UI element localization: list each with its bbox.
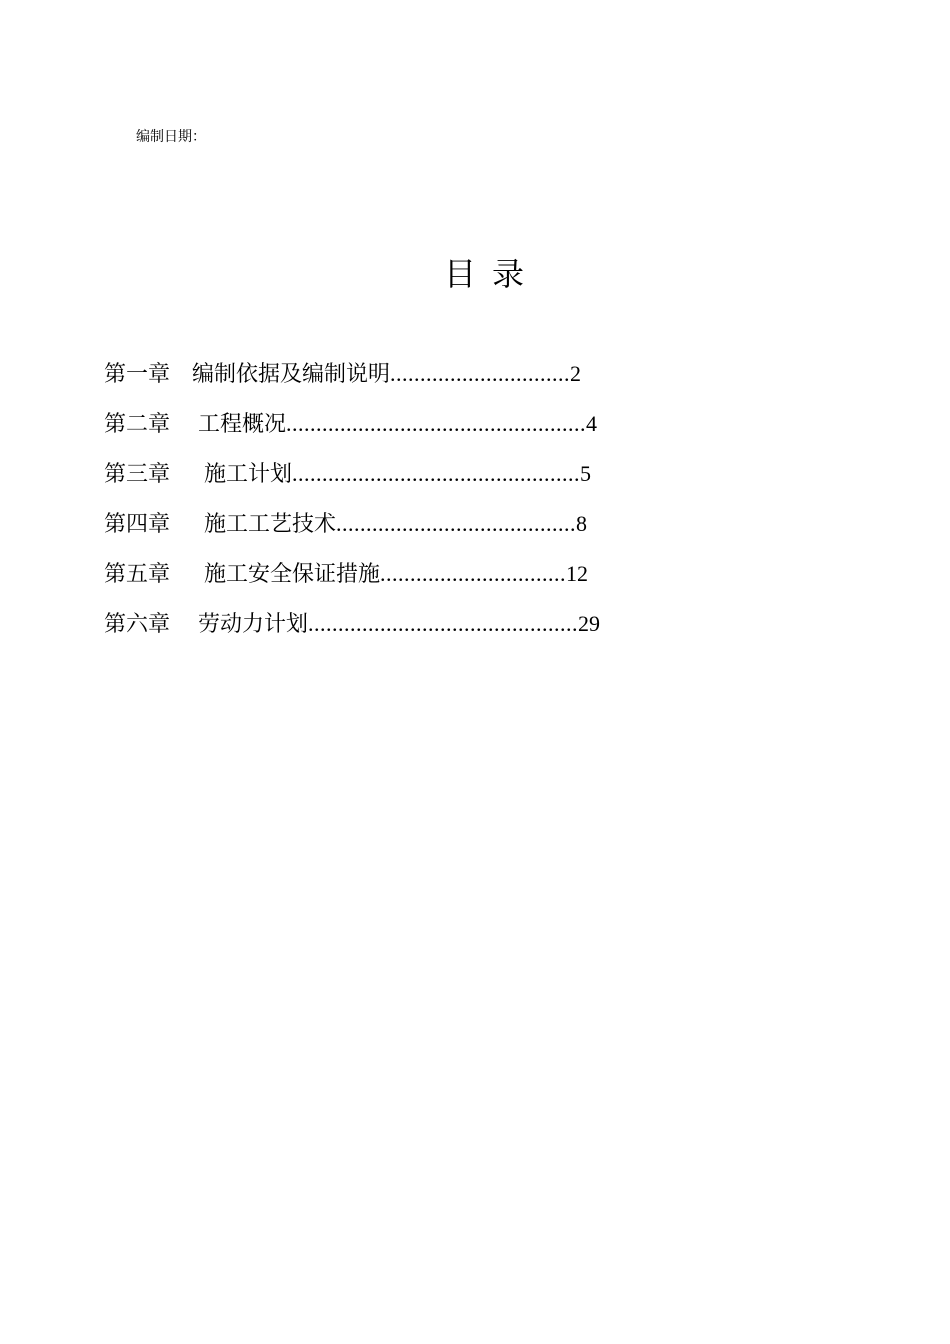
toc-entry[interactable] [104, 456, 600, 506]
toc-chapter-number: 第六章 [104, 612, 171, 637]
toc-leader-dots: ............................... [380, 561, 567, 586]
toc-leader-dots: .............................. [390, 361, 571, 386]
toc-heading: 编制依据及编制说明 [192, 362, 391, 387]
toc-page-number: 29 [578, 611, 601, 636]
toc-page-number: 8 [576, 511, 588, 536]
toc-chapter-number: 第三章 [104, 462, 171, 487]
toc-heading: 劳动力计划 [198, 612, 309, 637]
toc-heading: 工程概况 [198, 412, 287, 437]
toc-heading: 施工工艺技术 [204, 512, 337, 537]
toc-entry[interactable] [104, 606, 600, 656]
toc-entry[interactable] [104, 556, 600, 606]
toc-page-number: 2 [570, 361, 582, 386]
toc-page-number: 12 [566, 561, 589, 586]
toc-chapter-number: 第一章 [104, 362, 171, 387]
toc-page-number: 5 [580, 461, 592, 486]
toc-chapter-number: 第五章 [104, 562, 171, 587]
table-of-contents [104, 356, 600, 656]
toc-page-number: 4 [586, 411, 598, 436]
toc-chapter-number: 第四章 [104, 512, 171, 537]
toc-entry[interactable] [104, 406, 600, 456]
toc-chapter-number: 第二章 [104, 412, 171, 437]
toc-title: 目录 [444, 255, 541, 293]
toc-entry[interactable] [104, 506, 600, 556]
toc-heading: 施工计划 [204, 462, 293, 487]
toc-entry[interactable] [104, 356, 600, 406]
toc-leader-dots: .................................................. [286, 411, 587, 436]
compile-date-label: 编制日期： [136, 129, 206, 145]
toc-heading: 施工安全保证措施 [204, 562, 381, 587]
toc-leader-dots: ............................................. [308, 611, 579, 636]
toc-leader-dots: ........................................ [336, 511, 577, 536]
toc-leader-dots: ................................................ [292, 461, 581, 486]
